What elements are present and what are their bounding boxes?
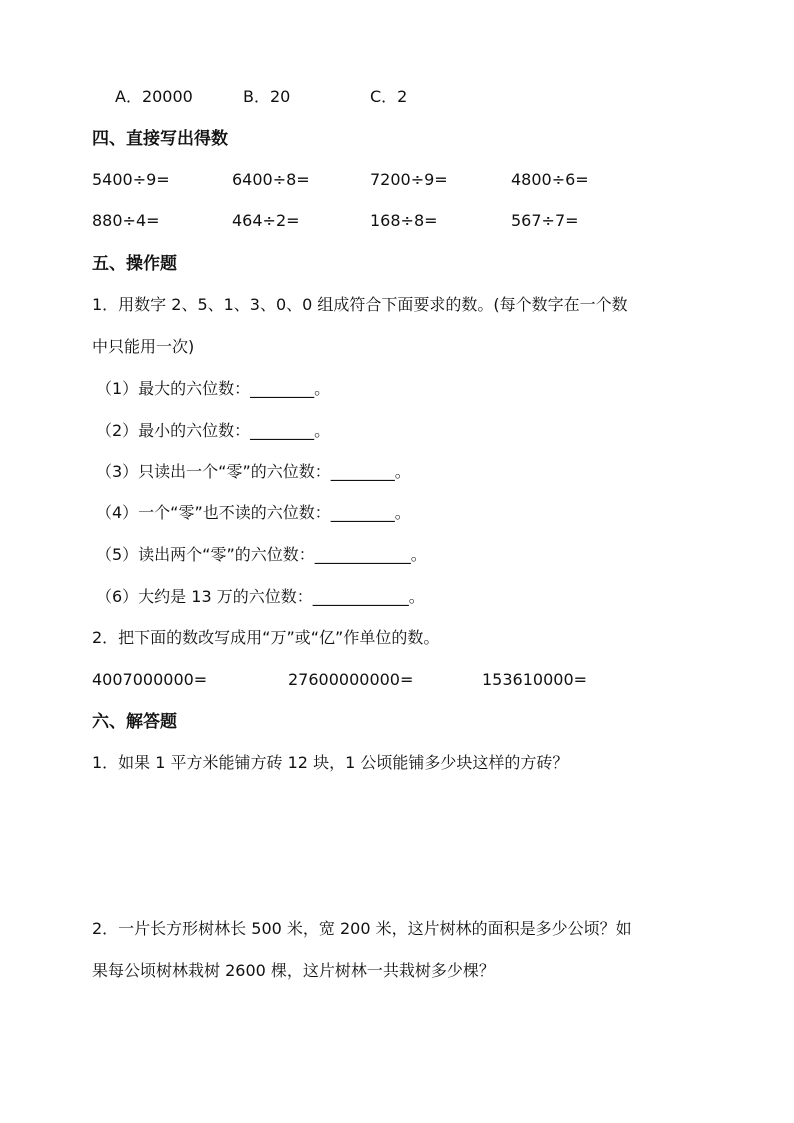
- option-a: A．20000: [115, 87, 193, 106]
- calc-item: 5400÷9=: [92, 170, 170, 189]
- calc-item: 464÷2=: [232, 211, 300, 230]
- rewrite-item: 153610000=: [482, 670, 588, 689]
- sub-question-1: （1）最大的六位数：________。: [96, 379, 331, 398]
- problem-1: 1．如果 1 平方米能铺方砖 12 块，1 公顷能铺多少块这样的方砖？: [92, 753, 569, 772]
- calc-item: 7200÷9=: [370, 170, 448, 189]
- calc-item: 880÷4=: [92, 211, 160, 230]
- sub-question-6: （6）大约是 13 万的六位数：____________。: [96, 587, 425, 606]
- sub-question-2: （2）最小的六位数：________。: [96, 421, 331, 440]
- calc-item: 567÷7=: [511, 211, 579, 230]
- calc-item: 168÷8=: [370, 211, 438, 230]
- sub-question-5: （5）读出两个“零”的六位数：____________。: [96, 545, 427, 564]
- option-b: B．20: [243, 87, 291, 106]
- problem-2-line1: 2．一片长方形树林长 500 米，宽 200 米，这片树林的面积是多少公顷？如: [92, 919, 632, 938]
- section-6-title: 六、解答题: [92, 712, 177, 732]
- calc-item: 4800÷6=: [511, 170, 589, 189]
- rewrite-item: 4007000000=: [92, 670, 208, 689]
- q2-instruction: 2．把下面的数改写成用“万”或“亿”作单位的数。: [92, 628, 440, 647]
- sub-question-3: （3）只读出一个“零”的六位数：________。: [96, 462, 411, 481]
- q1-instruction-line1: 1．用数字 2、5、1、3、0、0 组成符合下面要求的数。(每个数字在一个数: [92, 295, 628, 314]
- section-5-title: 五、操作题: [92, 254, 177, 274]
- problem-2-line2: 果每公顷树林栽树 2600 棵，这片树林一共栽树多少棵？: [92, 961, 495, 980]
- sub-question-4: （4）一个“零”也不读的六位数：________。: [96, 503, 411, 522]
- option-c: C．2: [370, 87, 408, 106]
- q1-instruction-line2: 中只能用一次): [92, 337, 195, 356]
- section-4-title: 四、直接写出得数: [92, 129, 228, 149]
- rewrite-item: 27600000000=: [288, 670, 414, 689]
- calc-item: 6400÷8=: [232, 170, 310, 189]
